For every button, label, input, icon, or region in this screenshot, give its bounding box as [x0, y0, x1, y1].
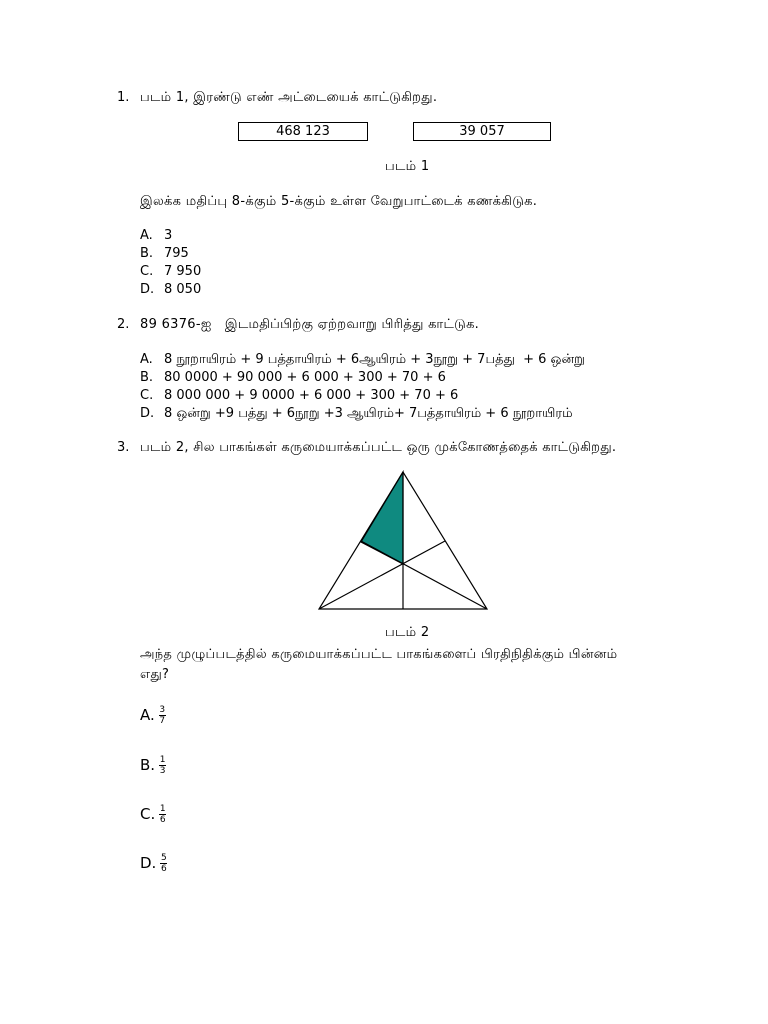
option-letter: A.: [140, 228, 153, 243]
option-text: 7 950: [164, 264, 202, 279]
option-text: 8 ஒன்று +9 பத்து + 6நூறு +3 ஆயிரம்+ 7பத்தாயிரம் + 6 நூறாயிரம்: [164, 406, 573, 421]
q2-option-c[interactable]: [140, 387, 585, 405]
fraction: [159, 755, 166, 776]
option-letter: D.: [140, 406, 155, 421]
option-text: 8 நூறாயிரம் + 9 பத்தாயிரம் + 6ஆயிரம் + 3நூறு + 7பத்து + 6 ஒன்று: [164, 352, 585, 367]
number-card-1: 468 123: [238, 122, 368, 141]
fraction: [159, 804, 166, 825]
median-line: [361, 541, 487, 609]
numerator: 1: [159, 804, 166, 814]
option-text: 80 0000 + 90 000 + 6 000 + 300 + 70 + 6: [164, 370, 446, 385]
q3-option-b[interactable]: [140, 755, 166, 776]
denominator: 3: [159, 766, 166, 776]
q2-option-d[interactable]: [140, 405, 585, 423]
option-letter: C.: [140, 264, 154, 279]
q3-option-c[interactable]: [140, 804, 166, 825]
q2-option-b[interactable]: [140, 369, 585, 387]
denominator: 6: [160, 864, 167, 874]
q1-option-c[interactable]: [140, 263, 201, 281]
numerator: 5: [160, 853, 167, 863]
q3-question-line2: எது?: [140, 667, 170, 682]
q1-option-a[interactable]: [140, 227, 201, 245]
q3-option-d[interactable]: [140, 853, 167, 874]
fraction: [159, 705, 166, 726]
numerator: 1: [159, 755, 166, 765]
numerator: 3: [159, 705, 166, 715]
option-letter: D.: [140, 854, 157, 872]
q1-question: இலக்க மதிப்பு 8-க்கும் 5-க்கும் உள்ள வேறுபாட்டைக் கணக்கிடுக.: [140, 194, 538, 209]
q1-number: 1.: [117, 90, 130, 105]
option-letter: B.: [140, 756, 156, 774]
q3-number: 3.: [117, 440, 130, 455]
q3-option-a[interactable]: [140, 705, 166, 726]
q2-options: [140, 351, 585, 423]
option-text: 3: [164, 228, 173, 243]
option-letter: A.: [140, 352, 153, 367]
q1-text: படம் 1, இரண்டு எண் அட்டையைக் காட்டுகிறது.: [140, 90, 438, 105]
q2-option-a[interactable]: [140, 351, 585, 369]
shaded-region: [361, 472, 403, 564]
option-text: 795: [164, 246, 189, 261]
option-letter: A.: [140, 706, 155, 724]
denominator: 6: [159, 815, 166, 825]
q2-number: 2.: [117, 317, 130, 332]
option-letter: B.: [140, 246, 154, 261]
option-letter: C.: [140, 805, 156, 823]
q1-option-b[interactable]: [140, 245, 201, 263]
number-card-2: 39 057: [413, 122, 551, 141]
denominator: 7: [159, 716, 166, 726]
q2-text: 89 6376-ஐ இடமதிப்பிற்கு ஏற்றவாறு பிரித்து காட்டுக.: [140, 317, 480, 332]
option-letter: D.: [140, 282, 155, 297]
q1-option-d[interactable]: [140, 281, 201, 299]
q3-question-line1: அந்த முழுப்படத்தில் கருமையாக்கப்பட்ட பாகங்களைப் பிரதிநிதிக்கும் பின்னம்: [140, 647, 618, 662]
fraction: [160, 853, 167, 874]
q3-text: படம் 2, சில பாகங்கள் கருமையாக்கப்பட்ட ஒரு முக்கோணத்தைக் காட்டுகிறது.: [140, 440, 617, 455]
q1-options: [140, 227, 201, 299]
option-text: 8 000 000 + 9 0000 + 6 000 + 300 + 70 + 6: [164, 388, 459, 403]
option-text: 8 050: [164, 282, 202, 297]
option-letter: C.: [140, 388, 154, 403]
option-letter: B.: [140, 370, 154, 385]
figure-1-label: படம் 1: [385, 159, 430, 174]
triangle-figure: [316, 470, 490, 612]
figure-2-label: படம் 2: [385, 625, 430, 640]
